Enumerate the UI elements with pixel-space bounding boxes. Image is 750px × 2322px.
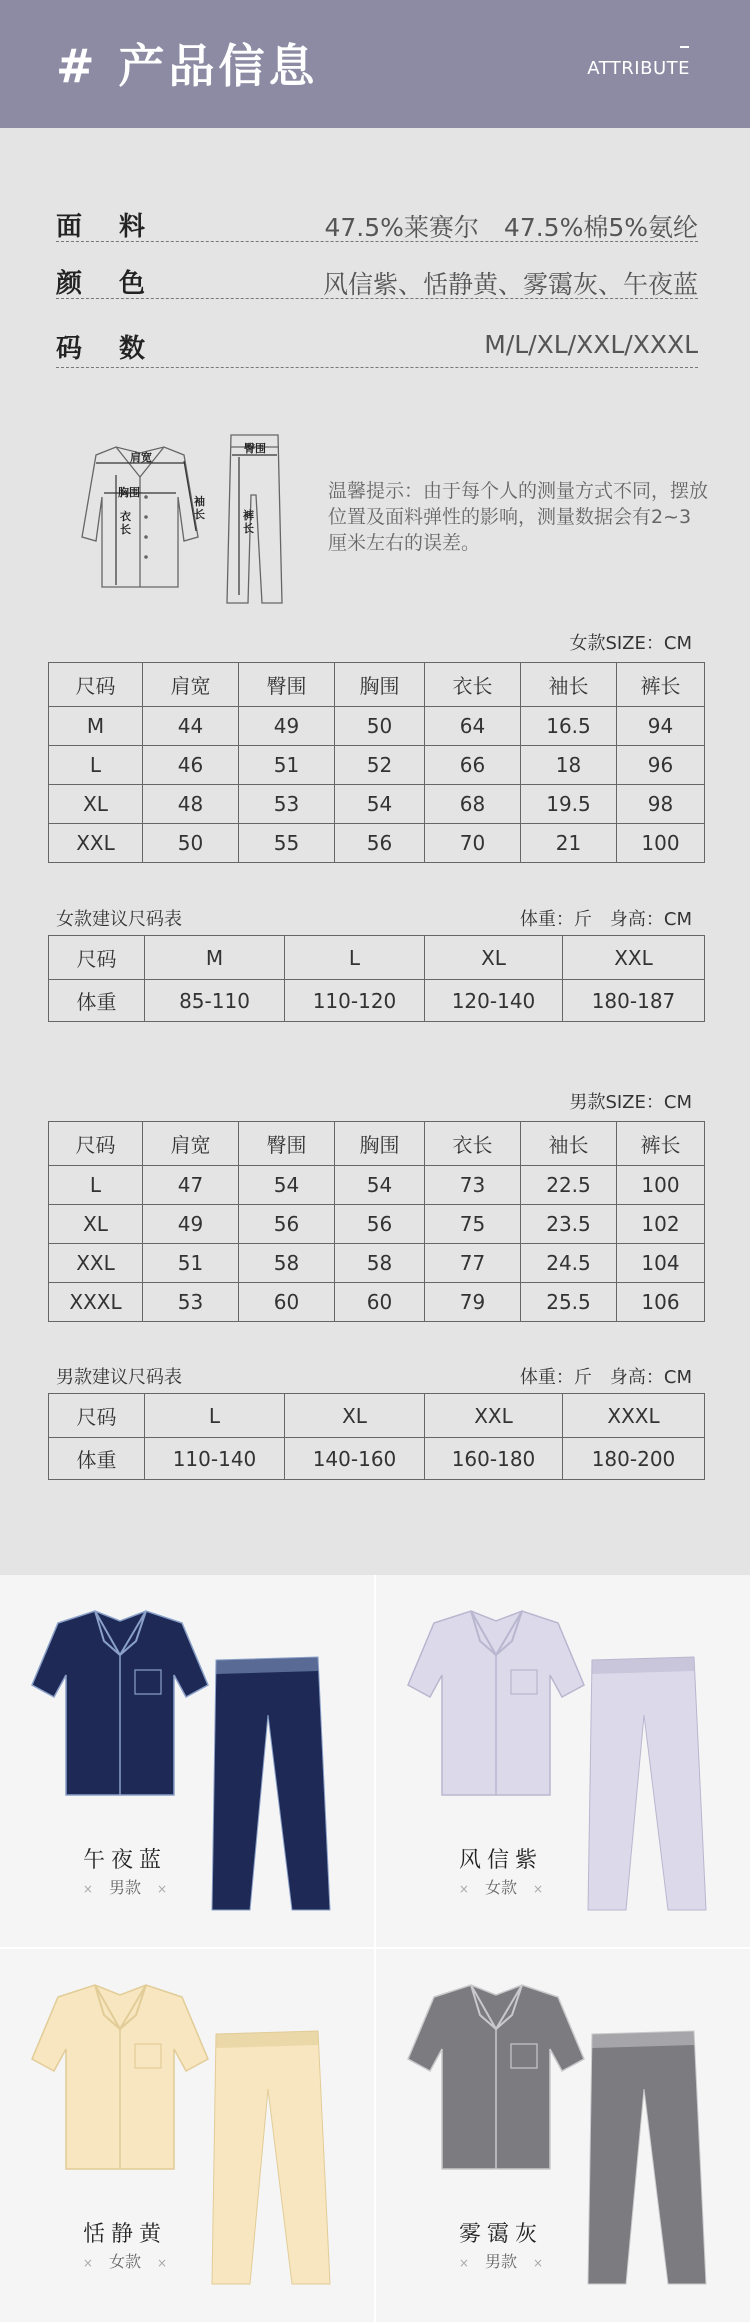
decor-x-icon: × [82, 2256, 93, 2270]
waistband [592, 2031, 694, 2048]
women-size-caption: 女款SIZE：CM [569, 633, 692, 654]
product-gender [45, 2249, 205, 2272]
table-row [49, 980, 705, 1022]
product-gender [421, 1875, 581, 1898]
table-cell: 55 [239, 824, 335, 863]
women-rec-table [48, 935, 705, 1022]
table-cell: L [145, 1394, 285, 1438]
product-gender-label: 男款 [108, 1878, 141, 1897]
table-cell: 66 [425, 746, 521, 785]
table-cell: 180-200 [563, 1438, 705, 1480]
waistband [216, 1657, 318, 1674]
table-cell: XL [49, 785, 143, 824]
table-cell: 50 [143, 824, 239, 863]
table-cell: 110-140 [145, 1438, 285, 1480]
table-cell: 100 [617, 1166, 705, 1205]
table-cell: 100 [617, 824, 705, 863]
table-cell: 77 [425, 1244, 521, 1283]
decor-x-icon: × [533, 2256, 544, 2270]
table-cell: 60 [239, 1283, 335, 1322]
men-size-caption: 男款SIZE：CM [569, 1092, 692, 1113]
decor-x-icon: × [533, 1882, 544, 1896]
hip-label: 臀围 [244, 442, 266, 455]
table-cell: 60 [335, 1283, 425, 1322]
fabric-row [56, 202, 698, 242]
waistband [216, 2031, 318, 2048]
product-card-calm-yellow[interactable] [0, 1949, 374, 2321]
product-grid [0, 1575, 750, 2322]
table-cell: 56 [335, 824, 425, 863]
table-cell: 50 [335, 707, 425, 746]
sleeve-label-char1: 袖 [194, 495, 205, 508]
table-header-cell: 袖长 [521, 1122, 617, 1166]
table-cell: 104 [617, 1244, 705, 1283]
table-cell: 56 [239, 1205, 335, 1244]
product-gender [421, 2249, 581, 2272]
table-cell: L [49, 746, 143, 785]
table-cell: 160-180 [425, 1438, 563, 1480]
table-cell: 85-110 [145, 980, 285, 1022]
table-cell: 106 [617, 1283, 705, 1322]
table-row [49, 936, 705, 980]
color-row [56, 259, 698, 299]
table-cell: 64 [425, 707, 521, 746]
table-cell: XL [49, 1205, 143, 1244]
pants-image [212, 1657, 330, 1910]
table-header-row [49, 1122, 705, 1166]
table-cell: XL [285, 1394, 425, 1438]
sleeve-label-char2: 长 [194, 508, 205, 521]
page-title: # 产品信息 [56, 39, 319, 93]
pants-image [212, 2031, 330, 2284]
table-cell: 68 [425, 785, 521, 824]
table-cell: XXL [425, 1394, 563, 1438]
table-cell: 51 [239, 746, 335, 785]
decor-x-icon: × [458, 1882, 469, 1896]
table-cell: 48 [143, 785, 239, 824]
table-row [49, 1166, 705, 1205]
table-header-cell: 裤长 [617, 1122, 705, 1166]
table-cell: 49 [239, 707, 335, 746]
table-row [49, 785, 705, 824]
table-cell: 尺码 [49, 1394, 145, 1438]
table-cell: 49 [143, 1205, 239, 1244]
table-header-cell: 臀围 [239, 663, 335, 707]
table-cell: 73 [425, 1166, 521, 1205]
table-cell: XXXL [49, 1283, 143, 1322]
table-cell: 体重 [49, 1438, 145, 1480]
table-cell: 53 [143, 1283, 239, 1322]
decor-x-icon: × [82, 1882, 93, 1896]
table-header-cell: 肩宽 [143, 663, 239, 707]
table-cell: 51 [143, 1244, 239, 1283]
table-cell: 25.5 [521, 1283, 617, 1322]
table-cell: 19.5 [521, 785, 617, 824]
table-cell: L [285, 936, 425, 980]
table-cell: 54 [335, 785, 425, 824]
length-label [120, 509, 131, 536]
table-cell: 75 [425, 1205, 521, 1244]
table-row [49, 1394, 705, 1438]
decor-x-icon: × [458, 2256, 469, 2270]
table-cell: L [49, 1166, 143, 1205]
table-cell: 54 [335, 1166, 425, 1205]
length-label-char2: 长 [120, 523, 131, 536]
waistband [592, 1657, 694, 1674]
table-header-cell: 胸围 [335, 663, 425, 707]
table-cell: 102 [617, 1205, 705, 1244]
table-cell: 16.5 [521, 707, 617, 746]
pants-length-label [243, 508, 254, 535]
size-row [56, 324, 698, 368]
size-label: 码 数 [56, 334, 160, 364]
table-row [49, 1205, 705, 1244]
table-header-cell: 尺码 [49, 663, 143, 707]
page-header [0, 0, 750, 128]
table-cell: 54 [239, 1166, 335, 1205]
product-color-name: 午夜蓝 [82, 1848, 167, 1873]
page-subtitle: ATTRIBUTE [587, 58, 690, 79]
table-cell: XXL [563, 936, 705, 980]
women-size-table [48, 662, 705, 863]
pants-image [588, 1657, 706, 1910]
table-row [49, 1244, 705, 1283]
table-row [49, 1438, 705, 1480]
measurement-diagram [56, 425, 316, 610]
table-row [49, 707, 705, 746]
sleeve-label [194, 494, 205, 521]
product-gender-label: 男款 [484, 2252, 517, 2271]
pants-outline-icon [227, 435, 282, 603]
table-cell: 尺码 [49, 936, 145, 980]
pants-image [588, 2031, 706, 2284]
table-header-cell: 裤长 [617, 663, 705, 707]
product-card-hyacinth-purple[interactable] [376, 1575, 750, 1947]
men-rec-units: 体重：斤 身高：CM [519, 1367, 692, 1388]
product-gender-label: 女款 [108, 2252, 141, 2271]
table-header-cell: 尺码 [49, 1122, 143, 1166]
men-rec-title: 男款建议尺码表 [56, 1367, 182, 1388]
measurement-tip: 温馨提示：由于每个人的测量方式不同，摆放位置及面料弹性的影响，测量数据会有2~3厘米左右的误差。 [328, 480, 709, 554]
table-header-cell: 臀围 [239, 1122, 335, 1166]
table-cell: XXXL [563, 1394, 705, 1438]
table-header-cell: 胸围 [335, 1122, 425, 1166]
men-size-table [48, 1121, 705, 1322]
table-cell: 180-187 [563, 980, 705, 1022]
table-row [49, 746, 705, 785]
table-cell: 110-120 [285, 980, 425, 1022]
table-cell: XXL [49, 824, 143, 863]
product-card-haze-gray[interactable] [376, 1949, 750, 2321]
table-cell: 56 [335, 1205, 425, 1244]
table-cell: 96 [617, 746, 705, 785]
length-label-char1: 衣 [120, 510, 131, 523]
table-cell: 23.5 [521, 1205, 617, 1244]
table-cell: M [145, 936, 285, 980]
table-header-cell: 袖长 [521, 663, 617, 707]
table-cell: 52 [335, 746, 425, 785]
table-cell: 58 [335, 1244, 425, 1283]
product-gender-label: 女款 [484, 1878, 517, 1897]
product-color-name: 风信紫 [458, 1848, 543, 1873]
women-rec-title: 女款建议尺码表 [56, 909, 182, 930]
pants-length-char2: 长 [243, 522, 254, 535]
table-row [49, 824, 705, 863]
color-label: 颜 色 [56, 269, 160, 299]
table-cell: 24.5 [521, 1244, 617, 1283]
table-cell: 22.5 [521, 1166, 617, 1205]
table-cell: 21 [521, 824, 617, 863]
product-card-midnight-blue[interactable] [0, 1575, 374, 1947]
header-dash [680, 46, 689, 48]
product-gender [45, 1875, 205, 1898]
table-cell: 58 [239, 1244, 335, 1283]
product-color-name: 恬静黄 [82, 2222, 167, 2247]
women-rec-units: 体重：斤 身高：CM [519, 909, 692, 930]
table-cell: 44 [143, 707, 239, 746]
table-header-row [49, 663, 705, 707]
table-cell: 体重 [49, 980, 145, 1022]
size-value: M/L/XL/XXL/XXXL [484, 330, 698, 359]
table-header-cell: 肩宽 [143, 1122, 239, 1166]
table-cell: 140-160 [285, 1438, 425, 1480]
table-cell: 47 [143, 1166, 239, 1205]
fabric-value: 47.5%莱赛尔 47.5%棉5%氨纶 [324, 213, 698, 242]
chest-label: 胸围 [118, 486, 140, 499]
table-cell: 46 [143, 746, 239, 785]
table-header-cell: 衣长 [425, 663, 521, 707]
table-header-cell: 衣长 [425, 1122, 521, 1166]
pants-length-char1: 裤 [243, 509, 254, 522]
table-cell: XXL [49, 1244, 143, 1283]
decor-x-icon: × [157, 1882, 168, 1896]
table-cell: 79 [425, 1283, 521, 1322]
table-cell: M [49, 707, 143, 746]
product-color-name: 雾霭灰 [458, 2222, 543, 2247]
table-cell: 18 [521, 746, 617, 785]
men-rec-table [48, 1393, 705, 1480]
shoulder-label: 肩宽 [130, 451, 152, 464]
color-value: 风信紫、恬静黄、雾霭灰、午夜蓝 [322, 270, 698, 299]
decor-x-icon: × [157, 2256, 168, 2270]
table-cell: XL [425, 936, 563, 980]
table-cell: 70 [425, 824, 521, 863]
fabric-label: 面 料 [56, 212, 160, 242]
table-cell: 98 [617, 785, 705, 824]
table-cell: 53 [239, 785, 335, 824]
table-row [49, 1283, 705, 1322]
table-cell: 120-140 [425, 980, 563, 1022]
shirt-outline-icon [82, 447, 198, 587]
table-cell: 94 [617, 707, 705, 746]
